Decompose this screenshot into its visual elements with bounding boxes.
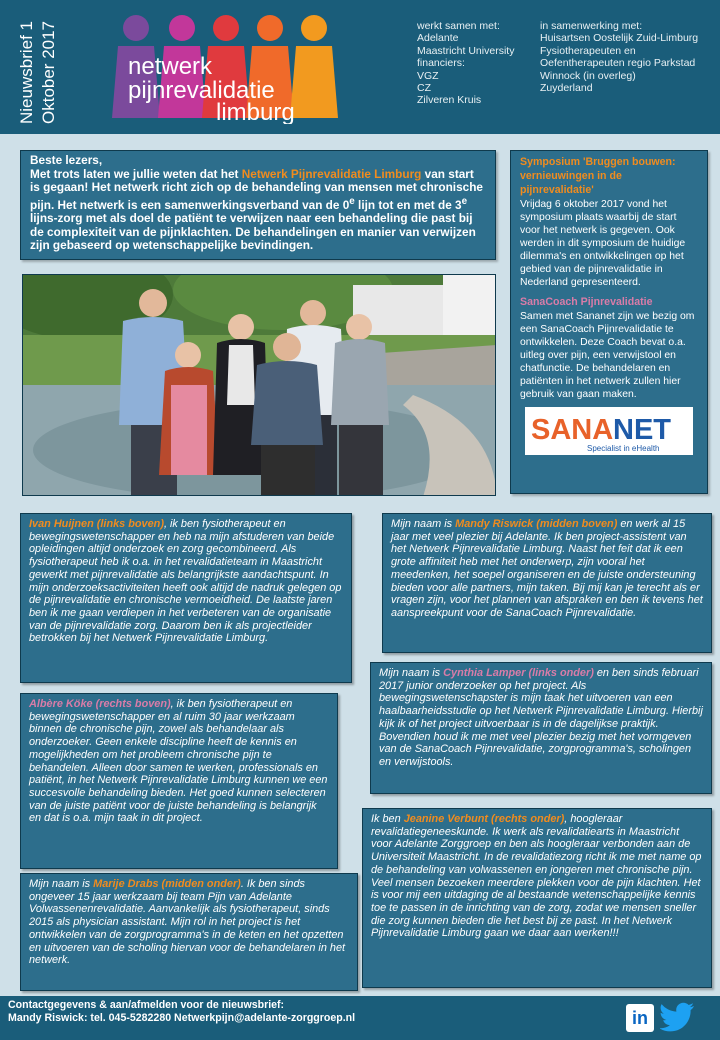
network-name-highlight: Netwerk Pijnrevalidatie Limburg	[241, 166, 422, 181]
bio-text: . Ik ben sinds ongeveer 15 jaar werkzaam bij team Pijn van Adelante Volwassenenrevalidatie. Aanvankelijk als fysiotherapeut, sinds 2015 als physician assistant. Mijn rol in het project is het ontwikkelen van de zorgprogramma's in de keten en het opzetten en uitvoeren van de scholing hiervan voor de behandelaren in het netwerk.	[29, 878, 346, 967]
symposium-text: Vrijdag 6 oktober 2017 vond het symposium plaats waarbij de start voor het netwerk is gegeven. Ook werden in dit symposium de huidige dilemma's en ontwikkelingen op het gebied van de pijnrevalidatie in Nederland gepresenteerd.	[520, 199, 686, 288]
bio-jeanine-verbunt: Ik ben Jeanine Verbunt (rechts onder), hoogleraar revalidatiegeneeskunde. Ik werk als revalidatiearts in Maastricht voor Adelante Zorggroep en ben als hoogleraar verbonden aan de Universiteit Maastricht. In de revalidatiezorg richt ik me met name op de behandeling van volwassenen en jongeren met chronische pijn. Veel mensen bezoeken meerdere plekken voor de pijn klachten. Het is voor mij een uitdaging de al bestaande wetenschappelijke kennis toe te passen in de inrichting van de zorg, zodat we mensen sneller die zorg kunnen bieden die het best bij ze past. In het Netwerk Pijnrevalidatie Limburg gaan we daar aan werken!!!	[362, 808, 712, 988]
footer-contact-heading: Contactgegevens & aan/afmelden voor de nieuwsbrief:	[8, 999, 285, 1011]
bio-name: Cynthia Lamper (links onder)	[443, 667, 594, 679]
issue-label	[8, 8, 62, 126]
financier-item: Zilveren Kruis	[417, 94, 482, 107]
svg-text:SANA: SANA	[531, 414, 614, 446]
bio-text: en werk al 15 jaar met veel plezier bij Adelante. Ik ben project-assistent van het Netwerk Pijnrevalidatie Limburg. Naast het feit dat ik een grote affiniteit heb met het onderwerp, zijn vooral het meedenken, het soepel organiseren en de juiste ondersteuning bieden voor alle partners, mijn taken. Bij mij kan je terecht als er vragen zijn, voor het plannen van afspraken en ben ik tevens het aanspreekpunt voor de SanaCoach Pijnrevalidatie.	[391, 518, 703, 619]
linkedin-icon[interactable]: in	[626, 1004, 654, 1032]
collaborator-item: Oefentherapeuten regio Parkstad	[540, 57, 696, 70]
bio-text: , ik ben fysiotherapeut en bewegingswetenschapper en al ruim 30 jaar werkzaam binnen de chronische pijn, zowel als behandelaar als onderzoeker. Geen enkele discipline heeft de kennis en mogelijkheden om het probleem chronische pijn te behandelen. Alleen door samen te werken, professionals en patiënt, in het Netwerk Pijnrevalidatie Limburg kunnen we een succesvolle behandeling bieden. Het goed kunnen selecteren van de juiste patiënt voor de juiste behandeling is belangrijk en dat is o.a. mijn taak in dit project.	[29, 698, 328, 825]
bio-ivan-huijnen	[20, 513, 352, 683]
collaborator-item: Winnock (in overleg)	[540, 69, 636, 82]
intro-text: Met trots laten we jullie weten dat het Netwerk Pijnrevalidatie Limburg van start is gegaan! Het netwerk richt zich op de behandeling van mensen met chronische pijn. Het netwerk is een samenwerkingsverband van de 0e lijn tot en met de 3e lijns-zorg met als doel de patiënt te verwijzen naar een behandeling die past bij de complexiteit van de pijnklachten. De behandelingen en manier van verwijzen zijn gebaseerd op wetenschappelijke bevindingen.	[30, 166, 483, 253]
partner-item: Maastricht University	[417, 44, 515, 57]
collaborator-item: Fysiotherapeuten en	[540, 44, 636, 57]
partners-heading: werkt samen met:	[417, 20, 500, 32]
issue-number: Nieuwsbrief 1	[17, 21, 36, 124]
financiers-heading: financiers:	[417, 57, 465, 70]
issue-date: Oktober 2017	[39, 20, 58, 124]
svg-text:NET: NET	[613, 414, 671, 446]
intro-panel	[20, 150, 496, 260]
logo-line-1: netwerk	[128, 53, 213, 80]
collaborator-item: Zuyderland	[540, 82, 593, 95]
sanacoach-title: SanaCoach Pijnrevalidatie	[520, 296, 653, 308]
logo-line-3: limburg	[216, 99, 295, 124]
footer-contact-details[interactable]: Mandy Riswick: tel. 045-5282280 Netwerkpijn@adelante-zorggroep.nl	[8, 1011, 356, 1024]
bio-name: Ivan Huijnen (links boven)	[29, 518, 164, 530]
bio-text: , hoogleraar revalidatiegeneeskunde. Ik werk als revalidatiearts in Maastricht voor Adelante Zorggroep en ben als hoogleraar verbonden aan de Universiteit Maastricht. In de revalidatiezorg richt ik me met name op de behandeling van volwassenen en jongeren met chronische pijn. Veel mensen bezoeken meerdere plekken voor de pijn klachten. Het is voor mij een uitdaging de al bestaande wetenschappelijke kennis toe te passen in de inrichting van de zorg, zodat we mensen sneller die zorg kunnen bieden die het best bij ze past. In het Netwerk Pijnrevalidatie Limburg gaan we daar aan werken!!!	[371, 813, 702, 940]
symposium-title: Symposium 'Bruggen bouwen: vernieuwingen in de pijnrevalidatie'	[520, 156, 676, 196]
header	[0, 0, 720, 134]
bio-albere-koke	[20, 693, 338, 869]
sananet-logo	[525, 407, 693, 455]
partners-column	[417, 20, 514, 107]
bio-text: en ben sinds februari 2017 junior onderzoeker op het project. Als bewegingswetenschapster is mijn taak het uitvoeren van een haalbaarheidsstudie op het Netwerk Pijnrevalidatie Limburg. Hierbij kijk ik of het project uitvoerbaar is in de dagelijkse praktijk. Bovendien houd ik me met veel plezier bezig met het vormgeven van de SanaCoach Pijnrevalidatie, zorgprogramma's, scholingen en verwijstools.	[379, 667, 703, 768]
twitter-icon[interactable]	[660, 1002, 696, 1034]
team-photo	[22, 274, 496, 496]
bio-text: , ik ben fysiotherapeut en bewegingswetenschapper en heb na mijn afstuderen van beide opleidingen altijd onderzoek en zorg gecombineerd. Als fysiotherapeut heb ik o.a. in het revalidatieteam in Maastricht gewerkt met pijnrevalidatie als belangrijkste aandachtspunt. In mijn onderzoeksactiviteiten heeft ook altijd de nadruk gelegen op de pijnrevalidatie en chronische vermoeidheid. De laatste jaren ben ik me gaan verdiepen in het verbeteren van de organisatie van de pijnrevalidatie zorg. Daarom ben ik als projectleider betrokken bij het Netwerk Pijnrevalidatie Limburg.	[29, 518, 342, 645]
sidebar-panel	[510, 150, 708, 494]
intro-greeting: Beste lezers,	[30, 153, 103, 167]
footer	[0, 996, 720, 1040]
bio-name: Mandy Riswick (midden boven)	[455, 518, 618, 530]
collaborators-heading: in samenwerking met:	[540, 20, 643, 32]
bio-cynthia-lamper: Mijn naam is Cynthia Lamper (links onder) en ben sinds februari 2017 junior onderzoeker op het project. Als bewegingswetenschapster is mijn taak het uitvoeren van een haalbaarheidsstudie op het Netwerk Pijnrevalidatie Limburg. Hierbij kijk ik of het project uitvoerbaar is in de dagelijkse praktijk. Bovendien houd ik me met veel plezier bezig met het vormgeven van de SanaCoach Pijnrevalidatie, zorgprogramma's, scholingen en verwijstools.	[370, 662, 712, 794]
partner-item: Adelante	[417, 32, 459, 45]
bio-name: Jeanine Verbunt (rechts onder)	[403, 813, 565, 825]
svg-text:Specialist in eHealth: Specialist in eHealth	[587, 444, 660, 453]
sanacoach-text: Samen met Sananet zijn we bezig om een SanaCoach Pijnrevalidatie te ontwikkelen. Deze Coach bevat o.a. uitleg over pijn, een verwijstool en chatfunctie. De behandelaren en patiënten in het netwerk zullen hier gebruik van gaan maken.	[520, 311, 695, 400]
bio-name: Marije Drabs (midden onder)	[93, 878, 241, 890]
collaborator-item: Huisartsen Oostelijk Zuid-Limburg	[540, 32, 699, 45]
financier-item: CZ	[417, 82, 431, 95]
collaborators-column	[540, 20, 698, 94]
network-logo	[108, 12, 348, 124]
issue-vertical-text	[8, 8, 62, 126]
bio-name: Albère Köke (rechts boven)	[29, 698, 171, 710]
financier-item: VGZ	[417, 69, 439, 82]
bio-mandy-riswick: Mijn naam is Mandy Riswick (midden boven) en werk al 15 jaar met veel plezier bij Adelante. Ik ben project-assistent van het Netwerk Pijnrevalidatie Limburg. Naast het feit dat ik een grote affiniteit heb met het onderwerp, zijn vooral het meedenken, het soepel organiseren en de juiste ondersteuning bieden voor alle partners, mijn taken. Bij mij kan je terecht als er vragen zijn, voor het plannen van afspraken en ben ik tevens het aanspreekpunt voor de SanaCoach Pijnrevalidatie.	[382, 513, 712, 653]
bio-marije-drabs: Mijn naam is Marije Drabs (midden onder). Ik ben sinds ongeveer 15 jaar werkzaam bij team Pijn van Adelante Volwassenenrevalidatie. Aanvankelijk als fysiotherapeut, sinds 2015 als physician assistant. Mijn rol in het project is het ontwikkelen van de zorgprogramma's in de keten en het opzetten en uitvoeren van de scholing hiervan voor de behandelaren in het netwerk.	[20, 873, 358, 991]
logo-line-2: pijnrevalidatie	[128, 77, 275, 104]
